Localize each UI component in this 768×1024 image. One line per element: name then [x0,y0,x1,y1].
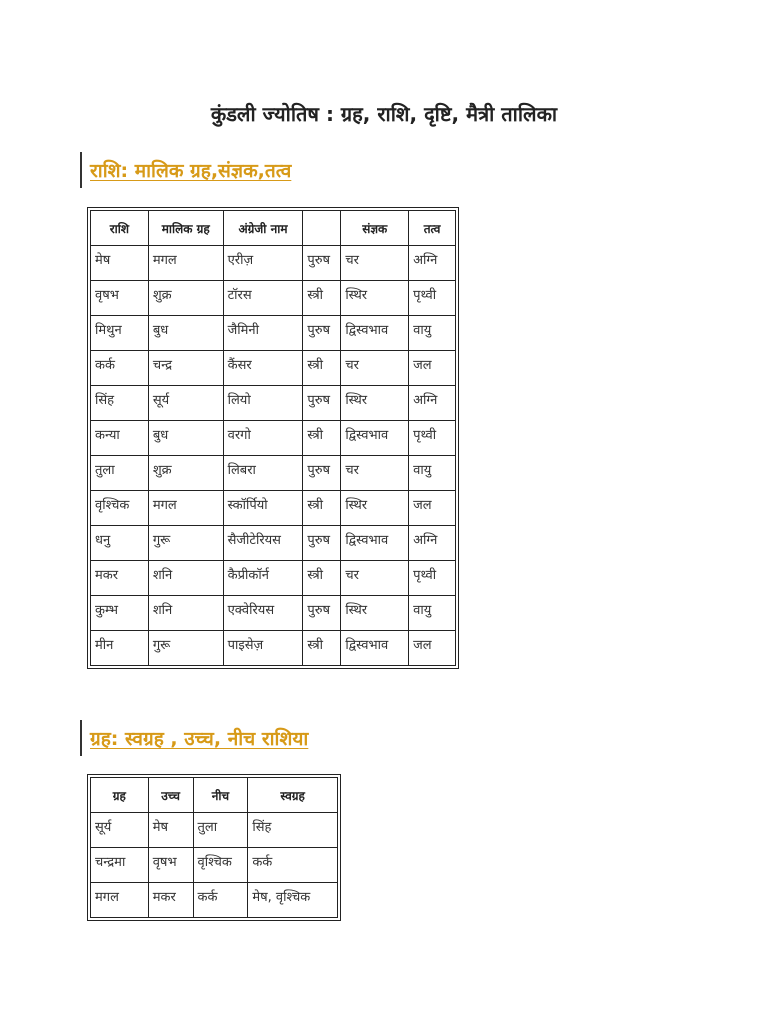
table-cell: चन्द्र [148,351,223,386]
table-cell: वृश्चिक [193,848,248,883]
table-cell: सिंह [91,386,149,421]
column-header: नीच [193,778,248,813]
column-header: स्वग्रह [248,778,338,813]
table-cell: मेष [148,813,193,848]
table-row [91,526,456,561]
table-cell: पुरुष [303,386,341,421]
table-cell: स्त्री [303,561,341,596]
table-header-row [91,211,456,246]
table-cell: मगल [148,246,223,281]
table-cell: गुरू [148,631,223,666]
table-cell: चर [341,561,409,596]
table-cell: एरीज़ [223,246,303,281]
table-cell: कर्क [248,848,338,883]
table-cell: स्कॉर्पियो [223,491,303,526]
table-cell: सैजीटेरियस [223,526,303,561]
table-cell: जल [409,491,456,526]
table-cell: पुरुष [303,456,341,491]
table-cell: अग्नि [409,386,456,421]
table-cell: कैप्रीकॉर्न [223,561,303,596]
section-heading-rashi-text: राशि: मालिक ग्रह,संज्ञक,तत्व [90,160,292,182]
table-cell: टॉरस [223,281,303,316]
column-header: तत्व [409,211,456,246]
table-cell: द्विस्वभाव [341,421,409,456]
table-cell: पुरुष [303,316,341,351]
column-header: ग्रह [91,778,149,813]
table-cell: शुक्र [148,281,223,316]
column-header: राशि [91,211,149,246]
column-header: अंग्रेजी नाम [223,211,303,246]
table-row [91,281,456,316]
table-cell: स्त्री [303,491,341,526]
column-header: संज्ञक [341,211,409,246]
column-header: उच्च [148,778,193,813]
graha-table [90,777,338,918]
table-cell: शुक्र [148,456,223,491]
table-row [91,246,456,281]
section-heading-rashi [80,152,291,188]
table-cell: मेष [91,246,149,281]
table-cell: जल [409,631,456,666]
table-row [91,421,456,456]
table-row [91,316,456,351]
table-cell: पृथ्वी [409,561,456,596]
section-heading-graha-text: ग्रह: स्वग्रह , उच्च, नीच राशिया [90,728,309,750]
table-row [91,883,338,918]
table-row [91,351,456,386]
table-cell: चर [341,246,409,281]
table-cell: स्थिर [341,596,409,631]
table-cell: कर्क [91,351,149,386]
table-row [91,813,338,848]
table-cell: पुरुष [303,246,341,281]
table-cell: द्विस्वभाव [341,526,409,561]
table-cell: चन्द्रमा [91,848,149,883]
table-cell: पुरुष [303,596,341,631]
table-cell: मिथुन [91,316,149,351]
table-cell: मकर [91,561,149,596]
table-cell: स्त्री [303,421,341,456]
table-row [91,561,456,596]
table-cell: अग्नि [409,246,456,281]
table-cell: मगल [148,491,223,526]
table-cell: कन्या [91,421,149,456]
table-cell: पृथ्वी [409,281,456,316]
table-row [91,456,456,491]
table-cell: पाइसेज़ [223,631,303,666]
table-cell: मीन [91,631,149,666]
table-cell: मगल [91,883,149,918]
table-cell: कुम्भ [91,596,149,631]
table-cell: स्थिर [341,386,409,421]
table-cell: वृषभ [91,281,149,316]
rashi-table [90,210,456,666]
table-cell: स्त्री [303,351,341,386]
table-cell: स्त्री [303,631,341,666]
table-cell: तुला [193,813,248,848]
table-cell: वृषभ [148,848,193,883]
table-cell: चर [341,456,409,491]
table-cell: बुध [148,316,223,351]
table-cell: जल [409,351,456,386]
table-cell: एक्वेरियस [223,596,303,631]
table-cell: कर्क [193,883,248,918]
table-cell: शनि [148,561,223,596]
table-cell: गुरू [148,526,223,561]
table-row [91,631,456,666]
table-row [91,386,456,421]
table-cell: स्थिर [341,491,409,526]
table-cell: सूर्य [148,386,223,421]
column-header: मालिक ग्रह [148,211,223,246]
table-cell: द्विस्वभाव [341,316,409,351]
table-cell: पुरुष [303,526,341,561]
table-cell: स्थिर [341,281,409,316]
table-cell: पृथ्वी [409,421,456,456]
table-cell: धनु [91,526,149,561]
table-cell: अग्नि [409,526,456,561]
table-cell: जैमिनी [223,316,303,351]
table-cell: वरगो [223,421,303,456]
table-cell: शनि [148,596,223,631]
table-cell: वायु [409,456,456,491]
page-title: कुंडली ज्योतिष : ग्रह, राशि, दृष्टि, मैत्री तालिका [210,102,558,126]
table-cell: चर [341,351,409,386]
table-cell: वायु [409,316,456,351]
table-row [91,596,456,631]
table-cell: वृश्चिक [91,491,149,526]
table-cell: द्विस्वभाव [341,631,409,666]
table-row [91,491,456,526]
section-heading-graha [80,720,308,756]
table-cell: सिंह [248,813,338,848]
table-cell: बुध [148,421,223,456]
column-header [303,211,341,246]
table-cell: वायु [409,596,456,631]
table-cell: सूर्य [91,813,149,848]
table-row [91,848,338,883]
table-cell: कैंसर [223,351,303,386]
table-header-row [91,778,338,813]
table-cell: मेष, वृश्चिक [248,883,338,918]
table-cell: लियो [223,386,303,421]
table-cell: स्त्री [303,281,341,316]
table-cell: तुला [91,456,149,491]
table-cell: लिबरा [223,456,303,491]
table-cell: मकर [148,883,193,918]
